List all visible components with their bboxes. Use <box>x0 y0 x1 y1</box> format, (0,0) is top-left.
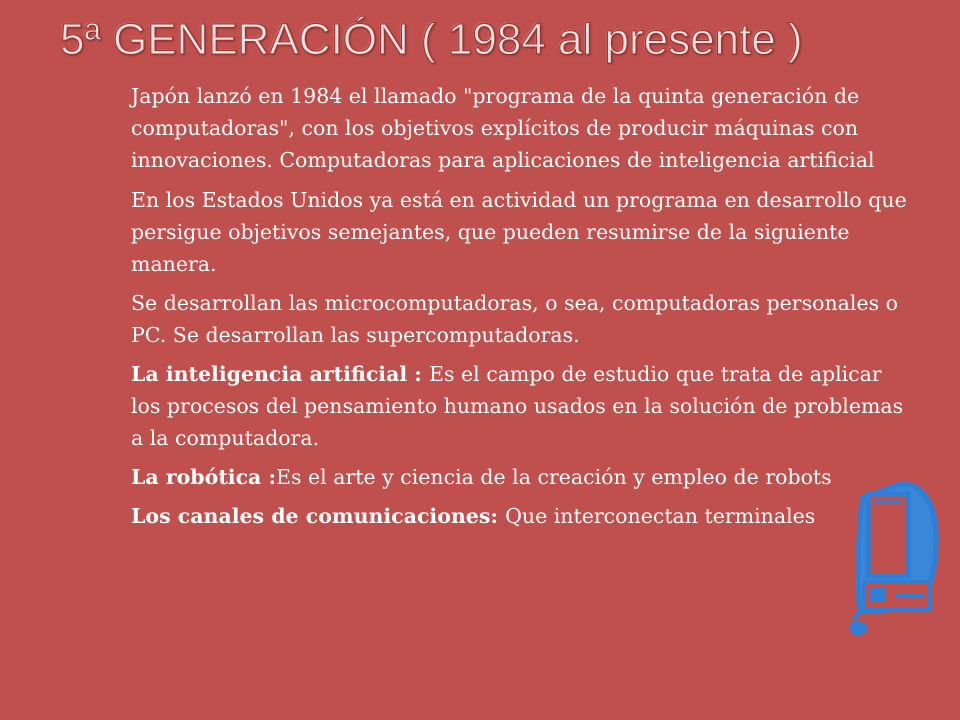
paragraph-term: Los canales de comunicaciones: <box>131 504 506 528</box>
paragraph-communication-channels <box>131 500 911 532</box>
slide-title: 5ª GENERACIÓN ( 1984 al presente ) <box>60 15 803 64</box>
slide-body <box>131 80 911 539</box>
paragraph-artificial-intelligence <box>131 358 911 454</box>
paragraph-text: Es el arte y ciencia de la creación y empleo de robots <box>276 465 832 489</box>
paragraph-term: La inteligencia artificial : <box>131 362 430 386</box>
paragraph-text: Que interconectan terminales <box>505 504 816 528</box>
paragraph-usa <box>131 184 911 280</box>
paragraph-term: La robótica : <box>131 465 277 489</box>
paragraph-text: Es el campo de estudio que trata de aplicar los procesos del pensamiento humano usados en la solución de problemas a la computadora. <box>131 362 904 450</box>
paragraph-robotics <box>131 461 911 493</box>
paragraph-text: Se desarrollan las microcomputadoras, o sea, computadoras personales o PC. Se desarrollan las supercomputadoras. <box>131 291 898 347</box>
paragraph-text: Japón lanzó en 1984 el llamado "programa de la quinta generación de computadoras", con los objetivos explícitos de producir máquinas con innovaciones. Computadoras para aplicaciones de inteligencia artificial <box>131 84 875 172</box>
paragraph-japan <box>131 80 911 176</box>
computer-clipart-icon <box>838 478 942 638</box>
paragraph-text: En los Estados Unidos ya está en actividad un programa en desarrollo que persigue objetivos semejantes, que pueden resumirse de la siguiente manera. <box>131 188 907 276</box>
paragraph-microcomputers <box>131 287 911 351</box>
